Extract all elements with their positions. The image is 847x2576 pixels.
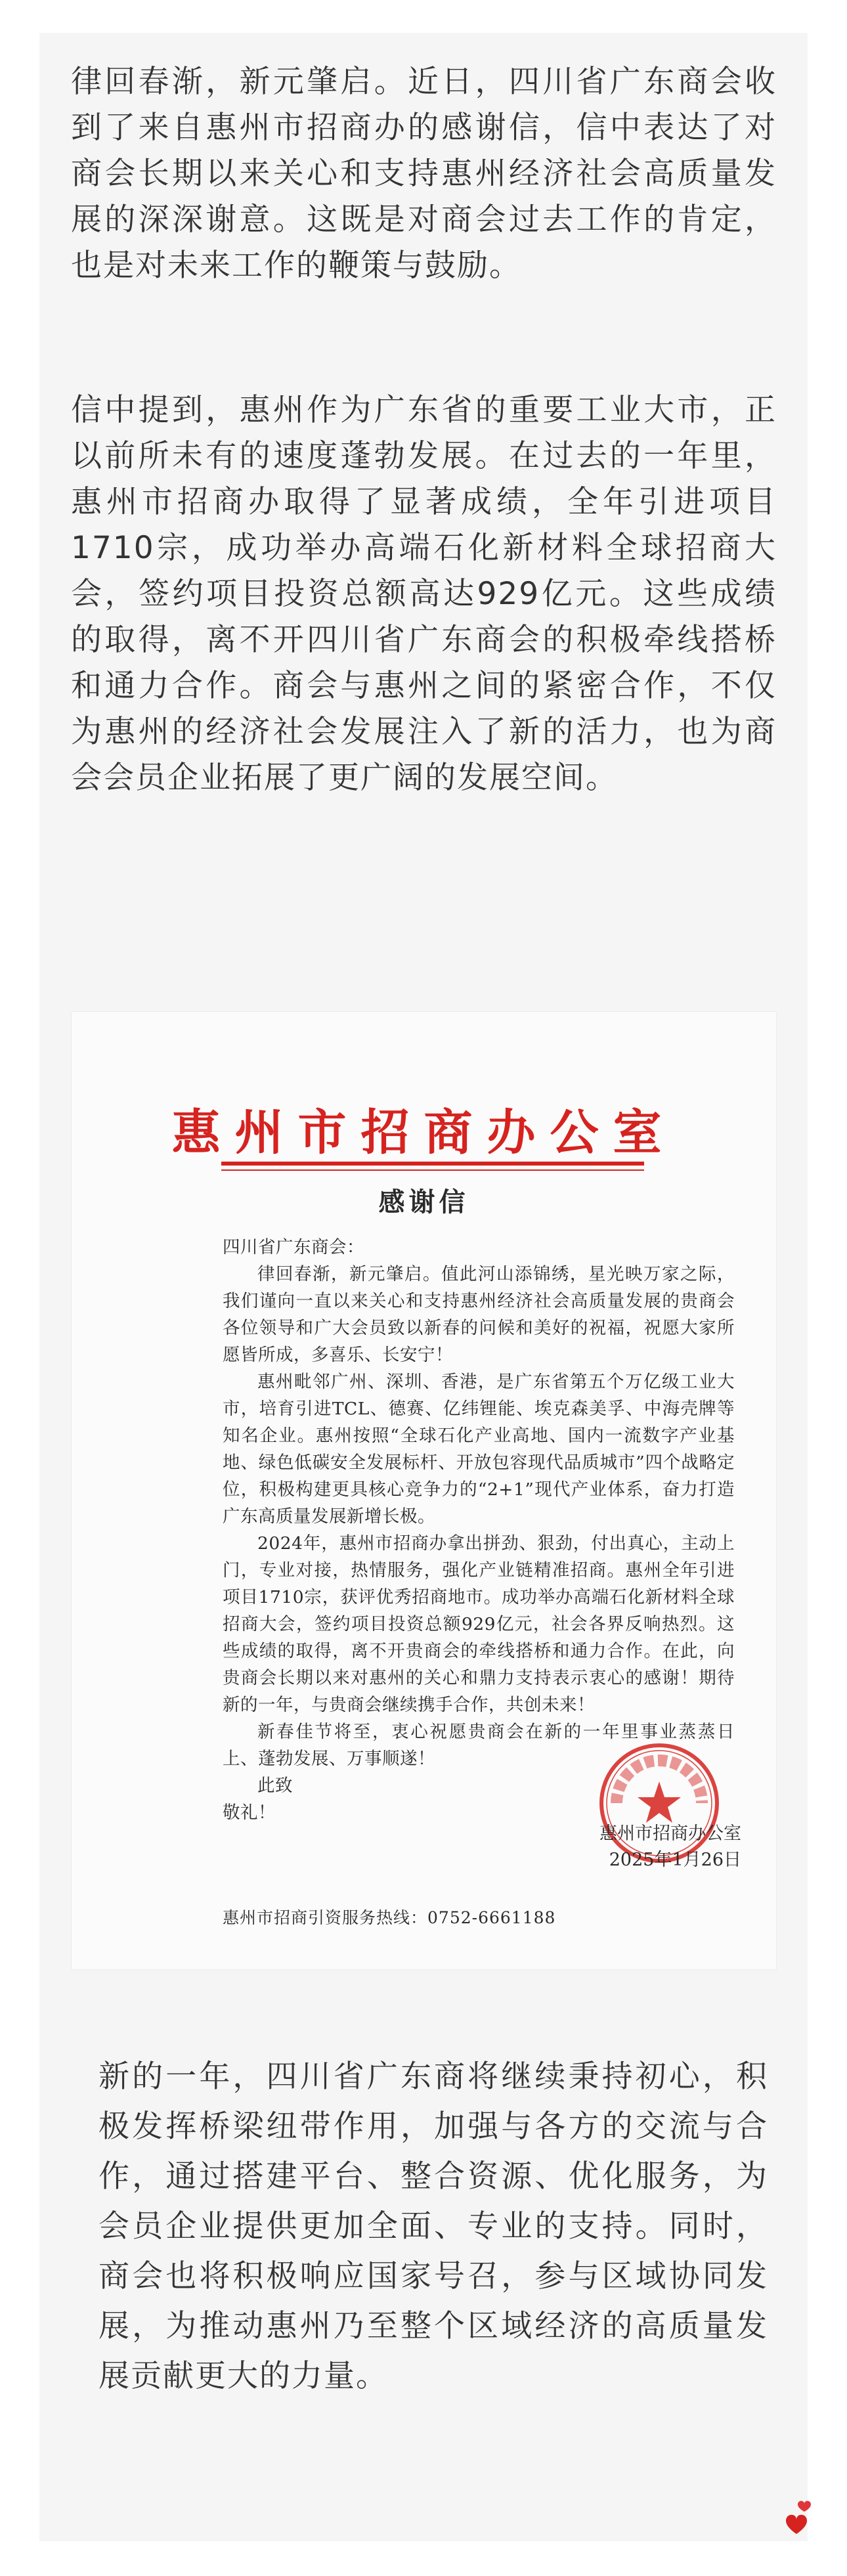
- letter-closing: 此致: [257, 1776, 293, 1796]
- letter-signature-block: [571, 1821, 741, 1873]
- letter-header-rule: [221, 1162, 644, 1166]
- paragraph-outlook: 新的一年，四川省广东商将继续秉持初心，积极发挥桥梁纽带作用，加强与各方的交流与合作，通过搭建平台、整合资源、优化服务，为会员企业提供更加全面、专业的支持。同时，商会也将积极响应国家号召，参与区域协同发展，为推动惠州乃至整个区域经济的高质量发展贡献更大的力量。: [98, 2059, 768, 2394]
- article-panel: [39, 33, 808, 2541]
- letter-body: [223, 1234, 735, 1826]
- letter-body-paragraph: 律回春渐，新元肇启。值此河山添锦绣，星光映万家之际，我们谨向一直以来关心和支持惠州经济社会高质量发展的贵商会各位领导和广大会员致以新春的问候和美好的祝福，祝愿大家所愿皆所成，多喜乐、长安宁！: [223, 1264, 735, 1365]
- letter-header-rule-thin: [221, 1169, 644, 1171]
- letter-header: 惠州市招商办公室: [171, 1104, 676, 1161]
- letter-signature: 惠州市招商办公室: [599, 1823, 741, 1844]
- letter-body-paragraph: 惠州毗邻广州、深圳、香港，是广东省第五个万亿级工业大市，培育引进TCL、德赛、亿纬锂能、埃克森美孚、中海壳牌等知名企业。惠州按照“全球石化产业高地、国内一流数字产业基地、绿色低碳安全发展标杆、开放包容现代品质城市”四个战略定位，积极构建更具核心竞争力的“2+1”现代产业体系，奋力打造广东高质量发展新增长极。: [223, 1372, 735, 1527]
- hearts-icon: [785, 2499, 817, 2538]
- letter-date: 2025年1月26日: [609, 1850, 741, 1870]
- paragraph-achievements: 信中提到，惠州作为广东省的重要工业大市，正以前所未有的速度蓬勃发展。在过去的一年里，惠州市招商办取得了显著成绩，全年引进项目1710宗，成功举办高端石化新材料全球招商大会，签约项目投资总额高达929亿元。这些成绩的取得，离不开四川省广东商会的积极牵线搭桥和通力合作。商会与惠州之间的紧密合作，不仅为惠州的经济社会发展注入了新的活力，也为商会会员企业拓展了更广阔的发展空间。: [71, 392, 777, 796]
- thank-you-letter-image: [71, 1011, 777, 1970]
- letter-hotline: 惠州市招商引资服务热线：0752-6661188: [223, 1908, 556, 1927]
- letter-title: 感谢信: [378, 1187, 469, 1217]
- letter-body-paragraph: 新春佳节将至，衷心祝愿贵商会在新的一年里事业蒸蒸日上、蓬勃发展、万事顺遂！: [223, 1722, 735, 1769]
- letter-closing: 敬礼！: [223, 1802, 276, 1823]
- letter-body-paragraph: 2024年，惠州市招商办拿出拼劲、狠劲，付出真心，主动上门，专业对接，热情服务，强化产业链精准招商。惠州全年引进项目1710宗，获评优秀招商地市。成功举办高端石化新材料全球招商大会，签约项目投资总额929亿元，社会各界反响热烈。这些成绩的取得，离不开贵商会的牵线搭桥和通力合作。在此，向贵商会长期以来对惠州的关心和鼎力支持表示衷心的感谢！期待新的一年，与贵商会继续携手合作，共创未来！: [223, 1533, 735, 1715]
- paragraph-intro: 律回春渐，新元肇启。近日，四川省广东商会收到了来自惠州市招商办的感谢信，信中表达了对商会长期以来关心和支持惠州经济社会高质量发展的深深谢意。这既是对商会过去工作的肯定，也是对未来工作的鞭策与鼓励。: [71, 64, 777, 284]
- letter-salutation: 四川省广东商会：: [223, 1237, 364, 1257]
